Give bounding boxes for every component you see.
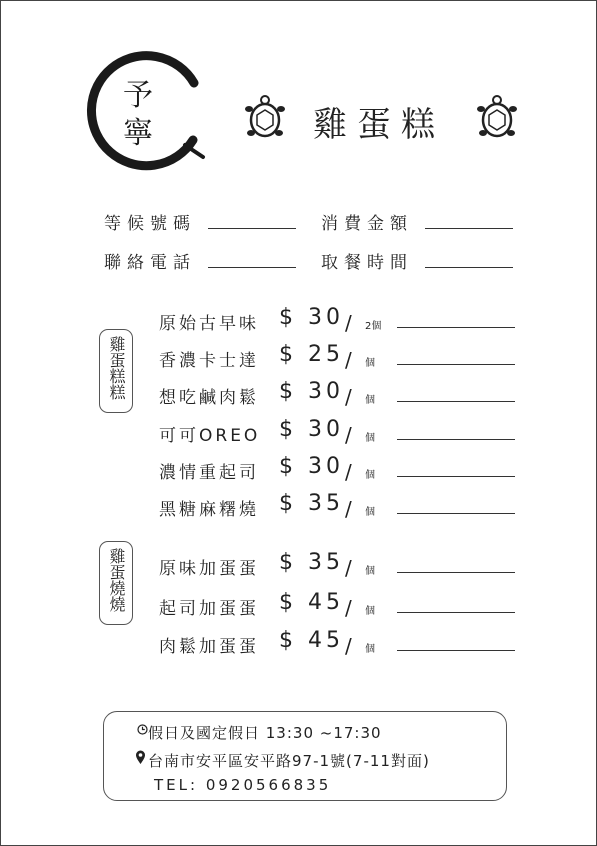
- quantity-line[interactable]: [397, 401, 515, 402]
- item-name: 可可OREO: [159, 426, 261, 446]
- hours-row: [148, 722, 382, 743]
- quantity-line[interactable]: [397, 327, 515, 328]
- shop-logo: [81, 45, 211, 175]
- item-unit: 個: [365, 606, 375, 617]
- amount-label: 消費金額: [321, 214, 413, 234]
- shop-info-box: [103, 711, 507, 801]
- item-price: $ 30: [279, 305, 344, 330]
- item-price: $ 35: [279, 550, 344, 575]
- turtle-icon: [475, 93, 519, 143]
- item-unit: 個: [365, 644, 375, 655]
- logo-char-1: 予: [123, 78, 153, 113]
- wait-number-label: 等候號碼: [104, 214, 196, 234]
- address-row: [148, 750, 430, 771]
- item-slash: /: [345, 348, 352, 372]
- item-unit: 個: [365, 470, 375, 481]
- category-label: 雞蛋糕糕: [107, 336, 126, 400]
- item-unit: 個: [365, 395, 375, 406]
- item-slash: /: [345, 634, 352, 658]
- item-price: $ 25: [279, 342, 344, 367]
- hours-text: 假日及國定假日 13:30 ~17:30: [148, 724, 382, 742]
- quantity-line[interactable]: [397, 439, 515, 440]
- wait-number-field[interactable]: [104, 209, 196, 234]
- quantity-line[interactable]: [397, 572, 515, 573]
- tel-text: TEL: 0920566835: [154, 776, 332, 794]
- amount-line[interactable]: [425, 228, 513, 229]
- pickup-time-line[interactable]: [425, 267, 513, 268]
- item-name: 想吃鹹肉鬆: [159, 388, 259, 408]
- quantity-line[interactable]: [397, 513, 515, 514]
- item-name: 肉鬆加蛋蛋: [159, 637, 259, 657]
- item-price: $ 30: [279, 379, 344, 404]
- item-slash: /: [345, 596, 352, 620]
- item-unit: 個: [365, 433, 375, 444]
- page-title: 雞蛋糕: [313, 105, 445, 145]
- item-unit: 個: [365, 358, 375, 369]
- quantity-line[interactable]: [397, 650, 515, 651]
- item-name: 起司加蛋蛋: [159, 599, 259, 619]
- item-name: 香濃卡士達: [159, 351, 259, 371]
- item-name: 原始古早味: [159, 314, 259, 334]
- wait-number-line[interactable]: [208, 228, 296, 229]
- pickup-time-field[interactable]: [321, 248, 413, 273]
- item-unit: 個: [365, 507, 375, 518]
- item-price: $ 45: [279, 590, 344, 615]
- phone-field[interactable]: [104, 248, 196, 273]
- item-unit: 個: [365, 566, 375, 577]
- item-slash: /: [345, 423, 352, 447]
- category-label: 雞蛋燒燒: [107, 548, 126, 612]
- quantity-line[interactable]: [397, 612, 515, 613]
- amount-field[interactable]: [321, 209, 413, 234]
- location-pin-icon: [135, 750, 146, 765]
- item-name: 原味加蛋蛋: [159, 559, 259, 579]
- category-egg: [99, 541, 133, 625]
- item-name: 黑糖麻糬燒: [159, 500, 259, 520]
- item-slash: /: [345, 497, 352, 521]
- tel-row: [154, 776, 331, 794]
- header-title: [239, 93, 529, 149]
- item-slash: /: [345, 385, 352, 409]
- address-text: 台南市安平區安平路97-1號(7-11對面): [148, 752, 430, 770]
- quantity-line[interactable]: [397, 364, 515, 365]
- item-unit: 2個: [365, 321, 382, 332]
- item-slash: /: [345, 311, 352, 335]
- pickup-time-label: 取餐時間: [321, 253, 413, 273]
- item-price: $ 30: [279, 417, 344, 442]
- item-price: $ 35: [279, 491, 344, 516]
- phone-label: 聯絡電話: [104, 253, 196, 273]
- item-price: $ 30: [279, 454, 344, 479]
- item-slash: /: [345, 556, 352, 580]
- item-name: 濃情重起司: [159, 463, 259, 483]
- phone-line[interactable]: [208, 267, 296, 268]
- quantity-line[interactable]: [397, 476, 515, 477]
- category-cake: [99, 329, 133, 413]
- clock-icon: [137, 724, 148, 735]
- logo-char-2: 寧: [123, 116, 153, 151]
- item-slash: /: [345, 460, 352, 484]
- turtle-icon: [243, 93, 287, 143]
- item-price: $ 45: [279, 628, 344, 653]
